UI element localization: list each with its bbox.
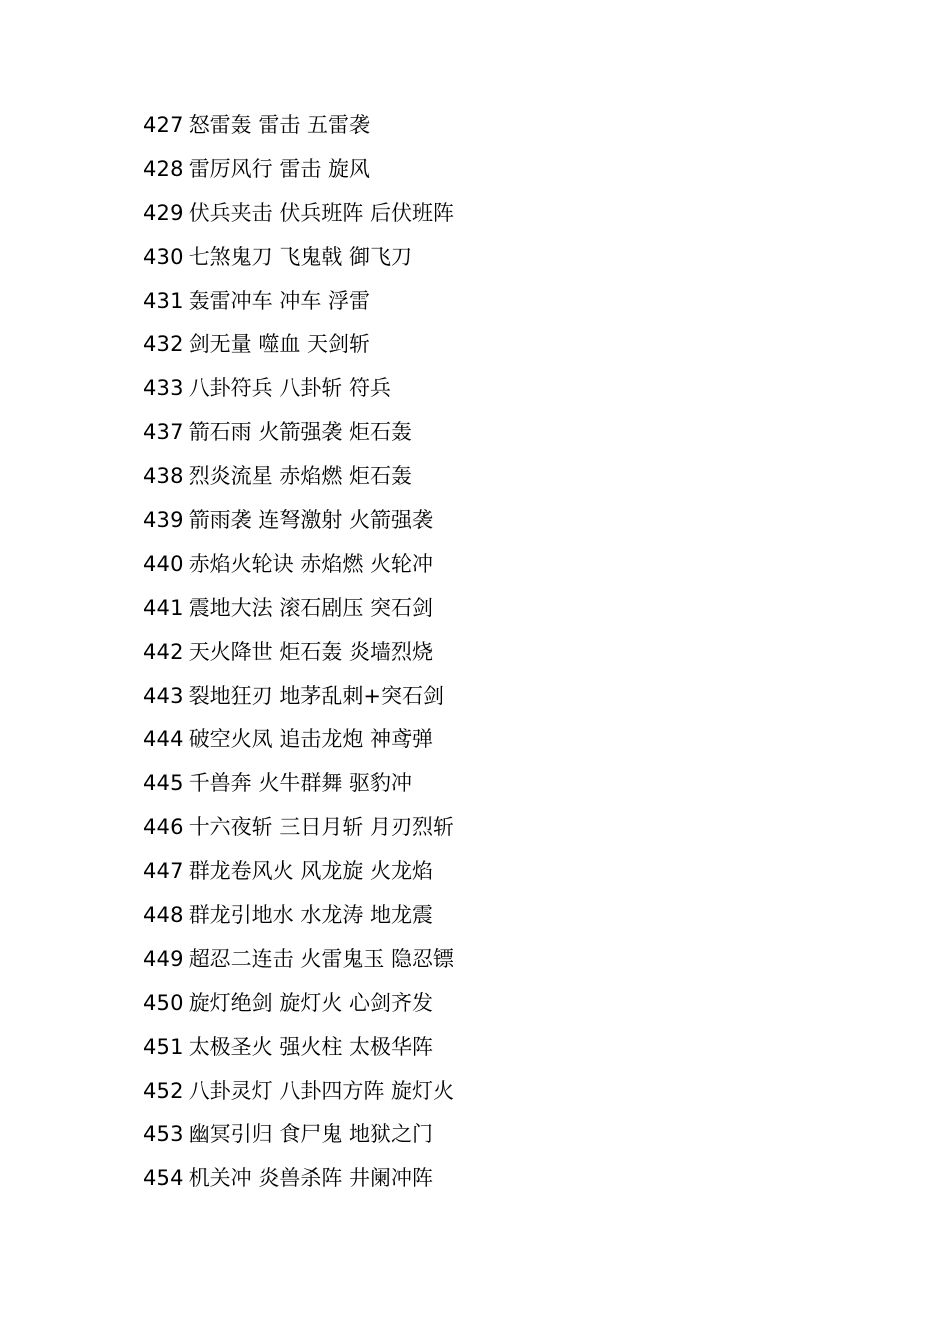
list-item — [143, 593, 454, 637]
entry-text: 震地大法 滚石剧压 突石剑 — [188, 595, 434, 620]
list-item — [143, 988, 454, 1032]
entry-text: 烈炎流星 赤焰燃 炬石轰 — [188, 464, 413, 489]
entry-number: 453 — [143, 1122, 184, 1147]
entry-text: 七煞鬼刀 飞鬼戟 御飞刀 — [188, 244, 413, 269]
entry-number: 444 — [143, 727, 184, 752]
entry-text: 八卦符兵 八卦斩 符兵 — [188, 376, 392, 401]
entry-text: 箭雨袭 连弩激射 火箭强袭 — [188, 508, 434, 533]
entry-number: 446 — [143, 815, 184, 840]
entry-number: 439 — [143, 508, 184, 533]
list-item — [143, 417, 454, 461]
entry-number: 451 — [143, 1034, 184, 1059]
entry-text: 八卦灵灯 八卦四方阵 旋灯火 — [188, 1078, 455, 1103]
list-item — [143, 812, 454, 856]
entry-number: 430 — [143, 244, 184, 269]
list-item — [143, 549, 454, 593]
entry-number: 442 — [143, 639, 184, 664]
list-item — [143, 110, 454, 154]
entry-number: 431 — [143, 288, 184, 313]
list-item — [143, 637, 454, 681]
entry-text: 幽冥引归 食尸鬼 地狱之门 — [188, 1122, 434, 1147]
list-item — [143, 1032, 454, 1076]
list-item — [143, 154, 454, 198]
entry-number: 445 — [143, 771, 184, 796]
entry-number: 428 — [143, 156, 184, 181]
entry-number: 448 — [143, 903, 184, 928]
entry-text: 太极圣火 强火柱 太极华阵 — [188, 1034, 434, 1059]
entry-number: 437 — [143, 420, 184, 445]
entry-text: 群龙卷风火 风龙旋 火龙焰 — [188, 859, 434, 884]
entry-text: 怒雷轰 雷击 五雷袭 — [188, 113, 371, 137]
entry-text: 十六夜斩 三日月斩 月刃烈斩 — [188, 815, 455, 840]
entry-text: 超忍二连击 火雷鬼玉 隐忍镖 — [188, 946, 455, 971]
list-item — [143, 1076, 454, 1120]
list-item — [143, 242, 454, 286]
list-item — [143, 944, 454, 988]
entry-list — [143, 110, 454, 1207]
list-item — [143, 1163, 454, 1207]
entry-text: 轰雷冲车 冲车 浮雷 — [188, 288, 371, 313]
list-item — [143, 768, 454, 812]
list-item — [143, 461, 454, 505]
list-item — [143, 505, 454, 549]
entry-text: 雷厉风行 雷击 旋风 — [188, 156, 371, 181]
entry-number: 441 — [143, 595, 184, 620]
entry-text: 裂地狂刃 地茅乱刺+突石剑 — [188, 683, 444, 708]
entry-text: 破空火凤 追击龙炮 神鸢弹 — [188, 727, 434, 752]
list-item — [143, 681, 454, 725]
entry-number: 443 — [143, 683, 184, 708]
entry-number: 449 — [143, 946, 184, 971]
list-item — [143, 1119, 454, 1163]
entry-number: 440 — [143, 551, 184, 576]
entry-number: 429 — [143, 200, 184, 225]
entry-number: 452 — [143, 1078, 184, 1103]
list-item — [143, 856, 454, 900]
list-item — [143, 900, 454, 944]
entry-number: 450 — [143, 990, 184, 1015]
list-item — [143, 329, 454, 373]
list-item — [143, 724, 454, 768]
entry-text: 赤焰火轮诀 赤焰燃 火轮冲 — [188, 551, 434, 576]
entry-number: 438 — [143, 464, 184, 489]
entry-text: 千兽奔 火牛群舞 驱豹冲 — [188, 771, 413, 796]
entry-text: 伏兵夹击 伏兵班阵 后伏班阵 — [188, 200, 455, 225]
entry-number: 432 — [143, 332, 184, 357]
list-item — [143, 373, 454, 417]
list-item — [143, 286, 454, 330]
entry-number: 447 — [143, 859, 184, 884]
entry-number: 454 — [143, 1166, 184, 1191]
entry-text: 机关冲 炎兽杀阵 井阑冲阵 — [188, 1166, 434, 1191]
entry-text: 群龙引地水 水龙涛 地龙震 — [188, 903, 434, 928]
entry-text: 箭石雨 火箭强袭 炬石轰 — [188, 420, 413, 445]
list-item — [143, 198, 454, 242]
entry-number: 433 — [143, 376, 184, 401]
entry-text: 旋灯绝剑 旋灯火 心剑齐发 — [188, 990, 434, 1015]
entry-text: 剑无量 噬血 天剑斩 — [188, 332, 371, 357]
entry-text: 天火降世 炬石轰 炎墙烈烧 — [188, 639, 434, 664]
entry-number: 427 — [143, 113, 184, 137]
